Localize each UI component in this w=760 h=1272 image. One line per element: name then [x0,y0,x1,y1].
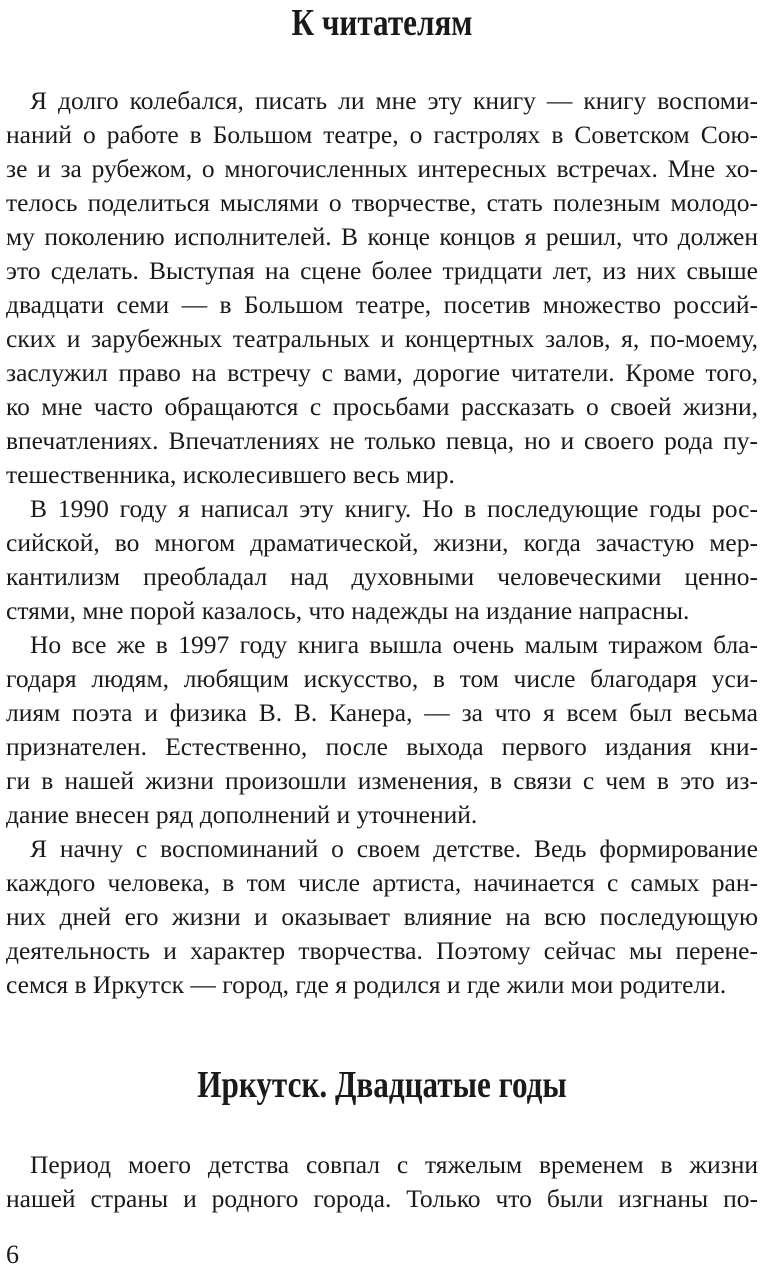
text-line: Я начну с воспоминаний о своем детстве. Ведь формирование [30,834,758,863]
text-line: дание внесен ряд дополнений и уточнений. [6,800,478,829]
text-line: наний о работе в Большом театре, о гастролях в Советском Сою- [6,120,758,149]
text-line: деятельность и характер творчества. Поэтому сейчас мы перене- [6,936,758,965]
text-line: годаря людям, любящим искусство, в том числе благодаря уси- [6,664,758,693]
text-line: кантилизм преобладал над духовными человеческими ценно- [6,562,758,591]
section-body [6,1148,758,1216]
text-line: ко мне часто обращаются с просьбами рассказать о своей жизни, [6,392,758,421]
text-line: Период моего детства совпал с тяжелым временем в жизни [30,1150,758,1179]
text-line: ги в нашей жизни произошли изменения, в связи с чем в это из- [6,766,758,795]
text-line: нашей страны и родного города. Только что были изгнаны по- [6,1184,758,1213]
text-line: ских и зарубежных театральных и концертных залов, я, по-моему, [6,324,758,353]
section-title: Иркутск. Двадцатые годы [197,1064,567,1106]
text-line: тешественника, исколесившего весь мир. [6,460,455,489]
text-line: сийской, во многом драматической, жизни, когда зачастую мер- [6,528,758,557]
text-line: телось поделиться мыслями о творчестве, стать полезным молодо- [6,188,758,217]
text-line: лиям поэта и физика В. В. Канера, — за что я всем был весьма [6,698,758,727]
text-line: них дней его жизни и оказывает влияние на всю последующую [6,902,758,931]
text-line: каждого человека, в том числе артиста, начинается с самых ран- [6,868,758,897]
text-line: заслужил право на встречу с вами, дорогие читатели. Кроме того, [6,358,758,387]
chapter-body [6,84,758,1002]
text-line: В 1990 году я написал эту книгу. Но в последующие годы рос- [30,494,758,523]
text-line: му поколению исполнителей. В конце концов я решил, что должен [6,222,758,251]
page-number: 6 [6,1240,19,1269]
text-line: стями, мне порой казалось, что надежды на издание напрасны. [6,596,690,625]
chapter-title: К читателям [291,2,473,44]
text-line: двадцати семи — в Большом театре, посетив множество россий- [6,290,758,319]
text-line: зе и за рубежом, о многочисленных интересных встречах. Мне хо- [6,154,758,183]
text-line: Я долго колебался, писать ли мне эту книгу — книгу воспоми- [30,86,758,115]
text-line: это сделать. Выступая на сцене более тридцати лет, из них свыше [6,256,758,285]
book-page [6,0,758,1272]
text-line: впечатлениях. Впечатлениях не только певца, но и своего рода пу- [6,426,758,455]
text-line: признателен. Естественно, после выхода первого издания кни- [6,732,758,761]
text-line: Но все же в 1997 году книга вышла очень малым тиражом бла- [30,630,758,659]
text-line: семся в Иркутск — город, где я родился и где жили мои родители. [6,970,727,999]
